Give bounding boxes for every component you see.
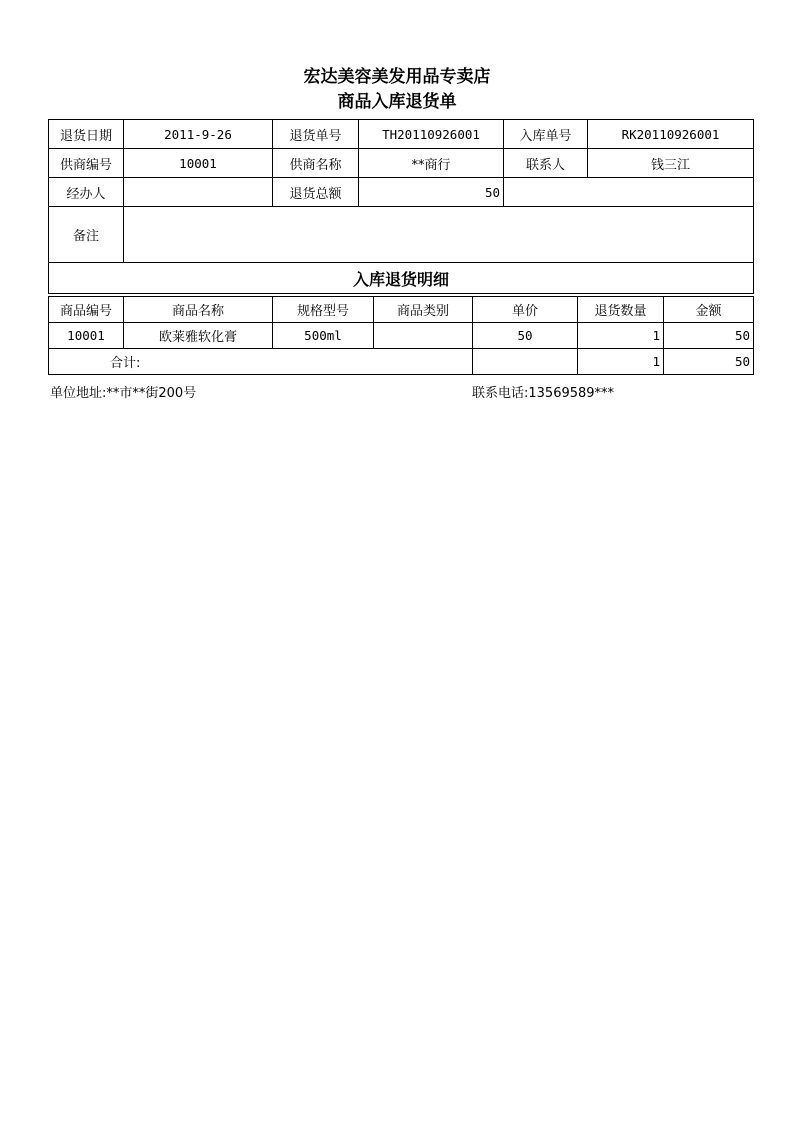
header-row-2 bbox=[49, 149, 754, 178]
total-row-qty: 1 bbox=[578, 349, 664, 375]
total-value: 50 bbox=[359, 178, 504, 207]
item-spec: 500ml bbox=[273, 323, 374, 349]
detail-header-row bbox=[49, 297, 754, 323]
form-title: 商品入库退货单 bbox=[337, 92, 457, 112]
column-header: 单价 bbox=[473, 297, 578, 323]
supplier-name-value: **商行 bbox=[359, 149, 504, 178]
item-price: 50 bbox=[473, 323, 578, 349]
footer-phone: 联系电话:13569589*** bbox=[472, 386, 615, 401]
header-row-1 bbox=[49, 120, 754, 149]
total-row-amount: 50 bbox=[664, 349, 754, 375]
return-no-value: TH20110926001 bbox=[359, 120, 504, 149]
supplier-code-value: 10001 bbox=[124, 149, 273, 178]
column-header: 规格型号 bbox=[273, 297, 374, 323]
contact-value: 钱三江 bbox=[588, 149, 754, 178]
detail-section-title: 入库退货明细 bbox=[49, 263, 754, 294]
return-date-value: 2011-9-26 bbox=[124, 120, 273, 149]
memo-value bbox=[124, 207, 754, 263]
store-title: 宏达美容美发用品专卖店 bbox=[303, 67, 491, 87]
total-label: 退货总额 bbox=[273, 178, 359, 207]
supplier-name-label: 供商名称 bbox=[273, 149, 359, 178]
total-row-label bbox=[49, 349, 473, 375]
memo-row bbox=[49, 207, 754, 263]
total-label-text: 合计: bbox=[110, 356, 141, 371]
supplier-code-label: 供商编号 bbox=[49, 149, 124, 178]
header-row-3 bbox=[49, 178, 754, 207]
inbound-no-label: 入库单号 bbox=[504, 120, 588, 149]
total-row bbox=[49, 349, 754, 375]
return-no-label: 退货单号 bbox=[273, 120, 359, 149]
column-header: 商品编号 bbox=[49, 297, 124, 323]
table-row bbox=[49, 323, 754, 349]
column-header: 退货数量 bbox=[578, 297, 664, 323]
item-code: 10001 bbox=[49, 323, 124, 349]
total-row-price bbox=[473, 349, 578, 375]
handler-value bbox=[124, 178, 273, 207]
column-header: 金额 bbox=[664, 297, 754, 323]
handler-label: 经办人 bbox=[49, 178, 124, 207]
item-qty: 1 bbox=[578, 323, 664, 349]
detail-table bbox=[48, 296, 754, 375]
column-header: 商品类别 bbox=[374, 297, 473, 323]
contact-label: 联系人 bbox=[504, 149, 588, 178]
memo-label: 备注 bbox=[49, 207, 124, 263]
section-row bbox=[49, 263, 754, 294]
return-date-label: 退货日期 bbox=[49, 120, 124, 149]
item-category bbox=[374, 323, 473, 349]
header-table bbox=[48, 119, 754, 294]
inbound-no-value: RK20110926001 bbox=[588, 120, 754, 149]
item-amount: 50 bbox=[664, 323, 754, 349]
header-blank-cell bbox=[504, 178, 754, 207]
footer-address: 单位地址:**市**街200号 bbox=[50, 386, 197, 401]
column-header: 商品名称 bbox=[124, 297, 273, 323]
item-name: 欧莱雅软化膏 bbox=[124, 323, 273, 349]
